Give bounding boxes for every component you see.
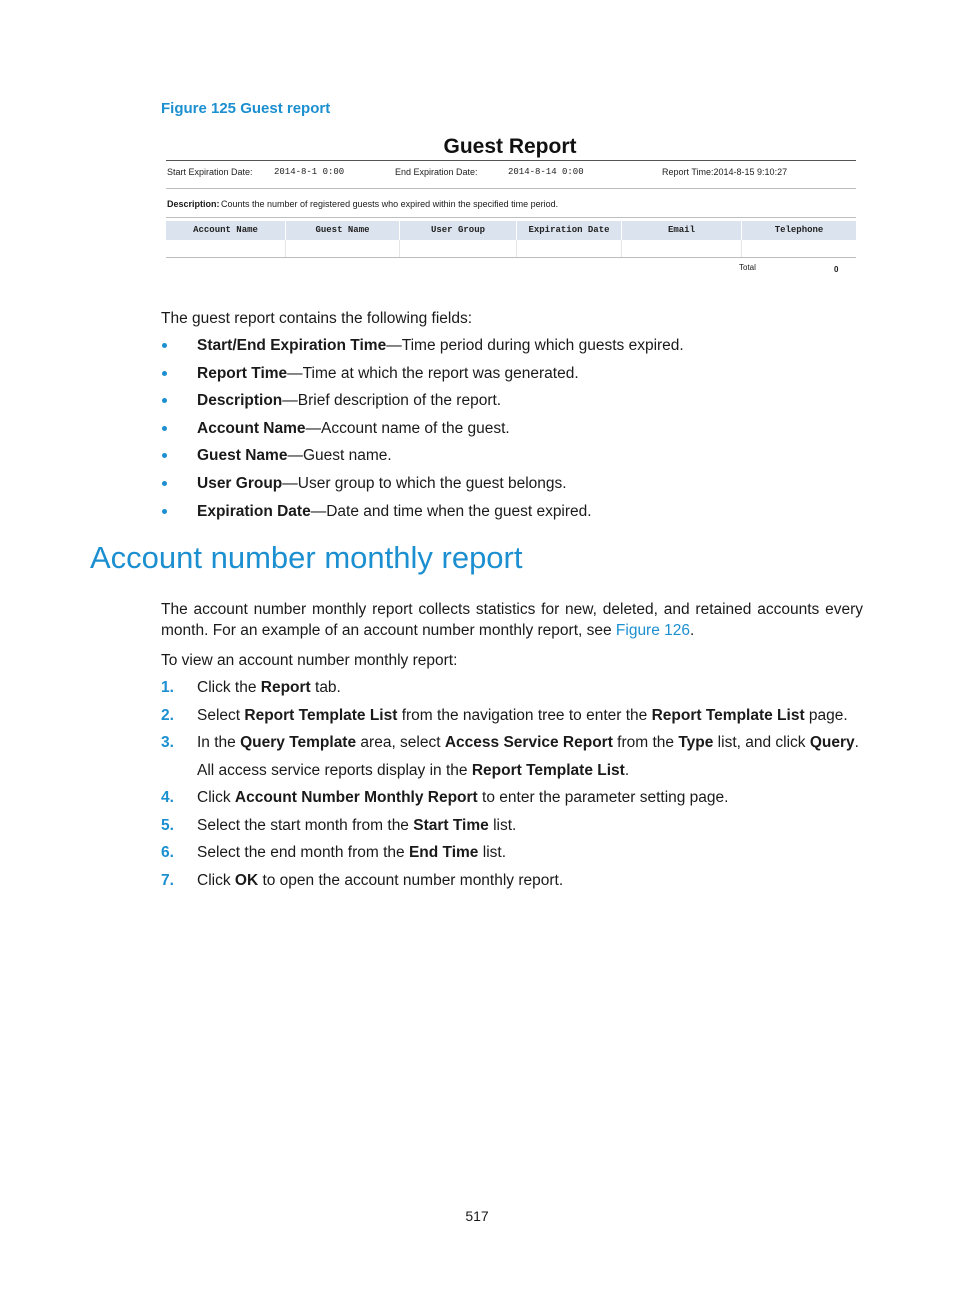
report-meta <box>166 161 856 188</box>
view-intro: To view an account number monthly report: <box>161 652 458 669</box>
figure-126-link[interactable]: Figure 126 <box>615 622 691 639</box>
guest-report-figure <box>166 133 856 276</box>
figure-caption: Figure 125 Guest report <box>161 100 331 117</box>
report-table-empty-row <box>166 240 856 258</box>
col-telephone: Telephone <box>774 225 824 235</box>
start-value: 2014-8-1 0:00 <box>274 167 345 177</box>
page-number: 517 <box>465 1208 489 1224</box>
col-expiration-date: Expiration Date <box>517 221 622 240</box>
col-guest-name: Guest Name <box>286 221 400 240</box>
total-value: 0 <box>834 265 839 274</box>
col-user-group: User Group <box>400 221 517 240</box>
section-paragraph: The account number monthly report collects statistics for new, deleted, and retained accounts every month. For an example of an account number monthly report, see Figure 126. <box>161 601 863 639</box>
end-label: End Expiration Date: <box>395 167 478 177</box>
description-text: Counts the number of registered guests who expired within the specified time period. <box>221 199 559 209</box>
section-heading: Account number monthly report <box>90 540 523 575</box>
report-title: Guest Report <box>443 135 577 158</box>
description-row <box>166 189 856 217</box>
end-value: 2014-8-14 0:00 <box>508 167 584 177</box>
total-row <box>166 258 856 276</box>
report-table-header <box>166 221 856 240</box>
col-email: Email <box>622 221 742 240</box>
total-label: Total <box>739 263 756 272</box>
description-label: Description: <box>167 199 220 209</box>
desc-rule <box>166 217 856 218</box>
report-time: Report Time:2014-8-15 9:10:27 <box>662 167 788 177</box>
start-label: Start Expiration Date: <box>167 167 253 177</box>
col-account-name: Account Name <box>166 221 286 240</box>
fields-intro: The guest report contains the following fields: <box>161 310 473 327</box>
